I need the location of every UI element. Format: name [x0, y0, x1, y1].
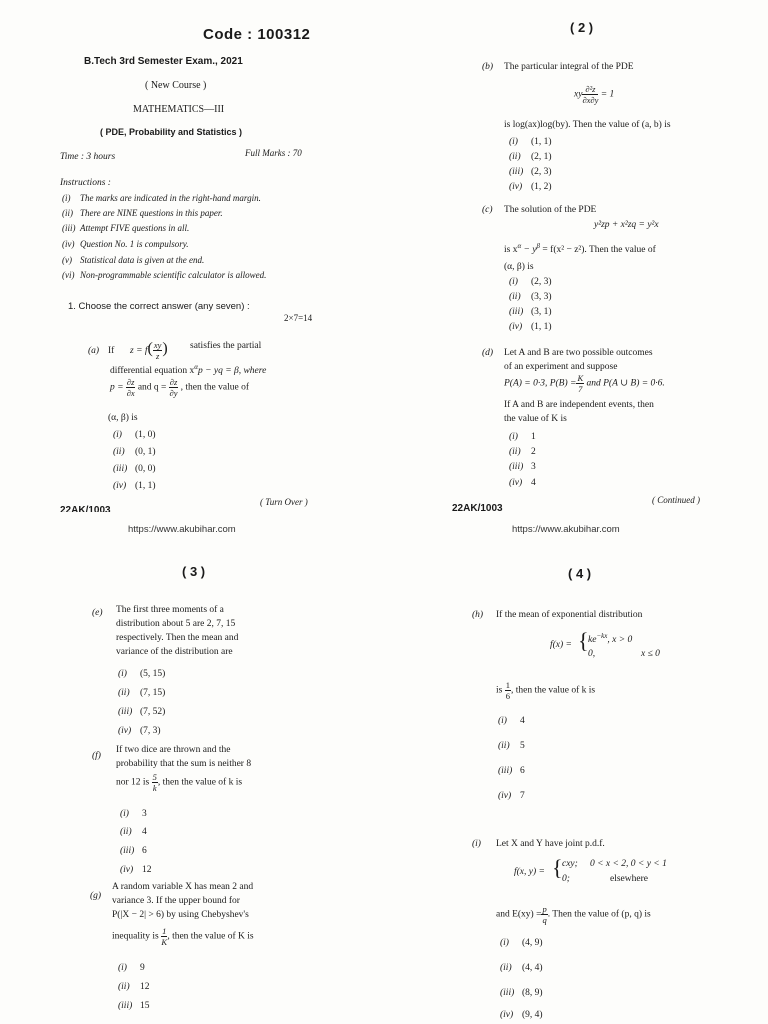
formula: y²zp + x²zq = y²x	[594, 220, 659, 230]
option-item: (iv) 12	[120, 865, 152, 875]
option-item: (iv) 7	[498, 791, 525, 801]
question-text: If the mean of exponential distribution	[496, 610, 643, 620]
option-item: (iv) (7, 3)	[118, 726, 161, 736]
option-item: (iii) 6	[498, 766, 525, 776]
question-text: The particular integral of the PDE	[504, 62, 634, 72]
formula: 0;	[562, 874, 570, 884]
question-label: (b)	[482, 62, 494, 72]
formula: x ≤ 0	[641, 649, 660, 659]
option-item: (ii) 2	[509, 447, 536, 457]
option-item: (iii) 3	[509, 462, 536, 472]
formula: f(x, y) =	[514, 867, 545, 877]
question-text: inequality is $\frac{1}{K}$ , then the value of K is	[112, 926, 254, 947]
question-text: Let X and Y have joint p.d.f.	[496, 839, 605, 849]
question-label: (g)	[90, 891, 102, 901]
option-item: (ii) 12	[118, 982, 150, 992]
page-number: ( 2 )	[570, 20, 594, 35]
option-item: (i) 1	[509, 432, 536, 442]
page-1	[0, 0, 384, 512]
option-item: (i) 3	[120, 809, 147, 819]
formula: cxy;	[562, 859, 578, 869]
question-text: variance of the distribution are	[116, 647, 233, 657]
formula: f(x) =	[550, 640, 572, 650]
topics-label: ( PDE, Probability and Statistics )	[100, 127, 243, 137]
option-item: (iv) (9, 4)	[500, 1010, 543, 1020]
instruction-item: (v) Statistical data is given at the end.	[62, 255, 205, 265]
subject-title: MATHEMATICS—III	[133, 104, 225, 115]
question-text: the value of K is	[504, 414, 567, 424]
formula: z = f( $\frac{xy}{z}$ )	[130, 340, 168, 362]
question-text: of an experiment and suppose	[504, 362, 618, 372]
formula: 0,	[588, 649, 596, 659]
option-item: (ii) (2, 1)	[509, 152, 552, 162]
question-text: nor 12 is $\frac{5}{k}$ , then the value of k is	[116, 772, 243, 793]
instruction-item: (i) The marks are indicated in the right-hand margin.	[62, 193, 261, 203]
question-text: If A and B are independent events, then	[504, 400, 654, 410]
option-item: (ii) (0, 1)	[113, 447, 156, 457]
question-text: p = $\frac{\partial z}{\partial x}$ and q = $\frac{\partial z}{\partial y}$ , then the value of	[110, 377, 249, 398]
option-item: (iv) 4	[509, 478, 536, 488]
question-1-heading: 1. Choose the correct answer (any seven) :	[68, 301, 250, 312]
page-4	[384, 512, 768, 1024]
option-item: (iii) 15	[118, 1001, 150, 1011]
question-text: is $\frac{1}{6}$ , then the value of k is	[496, 680, 596, 701]
brace-icon: {	[578, 628, 589, 653]
question-label: (i)	[472, 839, 481, 849]
paper-code: Code : 100312	[203, 26, 311, 43]
continued-label: ( Continued )	[652, 495, 700, 505]
option-item: (i) 9	[118, 963, 145, 973]
question-label: (f)	[92, 751, 101, 761]
question-text: (α, β) is	[504, 262, 534, 272]
question-label: (h)	[472, 610, 484, 620]
option-item: (ii) (4, 4)	[500, 963, 543, 973]
question-text: P(A) = 0·3, P(B) = $\frac{K}{7}$ and P(A ∪ B) = 0·6.	[504, 373, 665, 394]
option-item: (i) (5, 15)	[118, 669, 166, 679]
footer-code: 22AK/1003	[60, 505, 111, 512]
question-label: (e)	[92, 608, 103, 618]
question-text: Let A and B are two possible outcomes	[504, 348, 653, 358]
question-text: If	[108, 346, 115, 356]
question-text: variance 3. If the upper bound for	[112, 896, 240, 906]
option-item: (iv) (1, 2)	[509, 182, 552, 192]
question-text: is log(ax)log(by). Then the value of (a, b) is	[504, 120, 671, 130]
option-item: (i) (2, 3)	[509, 277, 552, 287]
question-text: is $x^\alpha - y^\beta = f(x^2 - z^2)$. Then the value of	[504, 242, 656, 256]
page-number: ( 4 )	[568, 566, 592, 581]
instruction-item: (vi) Non-programmable scientific calculator is allowed.	[62, 270, 267, 280]
instruction-item: (iv) Question No. 1 is compulsory.	[62, 239, 189, 249]
option-item: (i) 4	[498, 716, 525, 726]
question-text: The solution of the PDE	[504, 205, 597, 215]
exam-title: B.Tech 3rd Semester Exam., 2021	[84, 56, 243, 67]
question-label: (d)	[482, 348, 494, 358]
marks-label: Full Marks : 70	[245, 148, 302, 158]
source-url: https://www.akubihar.com	[512, 524, 620, 535]
course-label: ( New Course )	[145, 80, 207, 91]
page-2	[384, 0, 768, 512]
page-3	[0, 512, 384, 1024]
question-text: and E(xy) = $\frac{p}{q}$ . Then the value of (p, q) is	[496, 904, 651, 925]
brace-icon: {	[552, 855, 563, 880]
question-text: (α, β) is	[108, 413, 138, 423]
page-number: ( 3 )	[182, 564, 206, 579]
question-text: satisfies the partial	[190, 341, 262, 351]
question-text: P(|X − 2| > 6) by using Chebyshev's	[112, 910, 249, 920]
formula: 0 < x < 2, 0 < y < 1	[590, 859, 667, 869]
time-label: Time : 3 hours	[60, 152, 116, 162]
option-item: (ii) (7, 15)	[118, 688, 166, 698]
option-item: (iii) (0, 0)	[113, 464, 156, 474]
option-item: (ii) 4	[120, 827, 147, 837]
footer-code: 22AK/1003	[452, 503, 503, 512]
instruction-item: (iii) Attempt FIVE questions in all.	[62, 223, 190, 233]
turn-over-label: ( Turn Over )	[260, 497, 308, 507]
option-item: (iii) (8, 9)	[500, 988, 543, 998]
option-item: (i) (4, 9)	[500, 938, 543, 948]
source-url: https://www.akubihar.com	[128, 524, 236, 535]
question-label: (a)	[88, 346, 100, 356]
question-text: distribution about 5 are 2, 7, 15	[116, 619, 236, 629]
option-item: (i) (1, 1)	[509, 137, 552, 147]
instruction-item: (ii) There are NINE questions in this paper.	[62, 208, 223, 218]
option-item: (ii) 5	[498, 741, 525, 751]
formula: elsewhere	[610, 874, 648, 884]
option-item: (iii) (3, 1)	[509, 307, 552, 317]
question-text: A random variable X has mean 2 and	[112, 882, 254, 892]
instructions-heading: Instructions :	[60, 178, 111, 188]
option-item: (iii) (7, 52)	[118, 707, 166, 717]
option-item: (i) (1, 0)	[113, 430, 156, 440]
question-text: respectively. Then the mean and	[116, 633, 239, 643]
question-text: probability that the sum is neither 8	[116, 759, 252, 769]
option-item: (iv) (1, 1)	[509, 322, 552, 332]
formula: $ke^{-kx}$, x > 0	[588, 632, 633, 646]
option-item: (iii) 6	[120, 846, 147, 856]
option-item: (ii) (3, 3)	[509, 292, 552, 302]
question-text: If two dice are thrown and the	[116, 745, 231, 755]
formula: xy $\frac{\text{∂²z}}{\partial x\partial y}$ = 1	[574, 84, 615, 105]
question-text: The first three moments of a	[116, 605, 224, 615]
option-item: (iv) (1, 1)	[113, 481, 156, 491]
question-text: differential equation $x^\alpha p$ − yq = β, where	[110, 363, 267, 377]
question-1-marks: 2×7=14	[284, 313, 313, 323]
option-item: (iii) (2, 3)	[509, 167, 552, 177]
question-label: (c)	[482, 205, 493, 215]
